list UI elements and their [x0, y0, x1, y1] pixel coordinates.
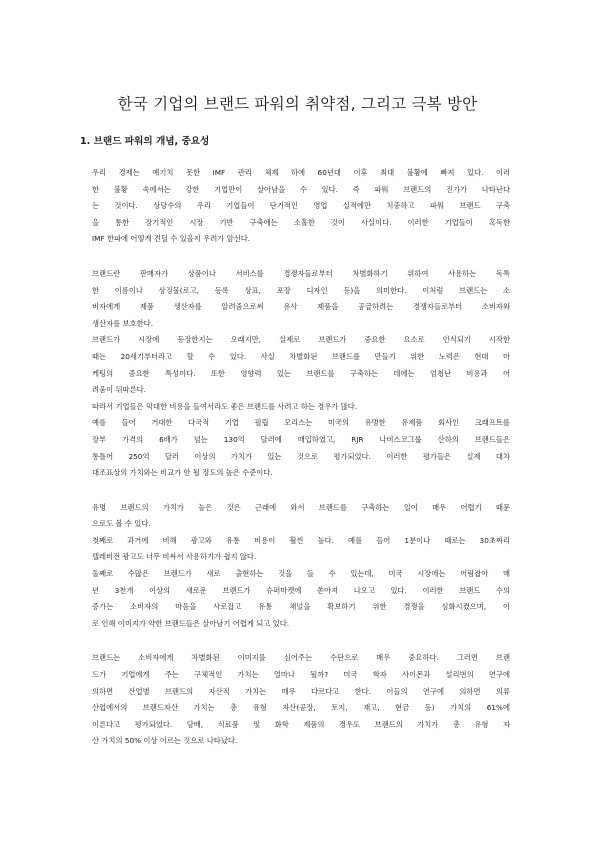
- text-line: 둘째로 수많은 브랜드가 새로 출현하는 것을 들 수 있는데, 미국 시장에는 어림잡아 매: [92, 569, 510, 579]
- text-line: 산 가치의 50% 이상 이르는 것으로 나타났다.: [92, 736, 238, 746]
- text-line: 으로도 볼 수 있다.: [92, 519, 151, 529]
- paragraph: [92, 165, 510, 248]
- text-line: 예를 들어 거대한 다국적 기업 필립 모리스는 미국의 유명한 유제품 회사인 크래프트를: [92, 418, 510, 428]
- text-line: 대조표상의 가치와는 비교가 안 될 정도의 높은 수준이다.: [92, 468, 273, 478]
- text-line: 우리 경제는 예기치 못한 IMF 관리 체제 하에 60년대 이후 최대 불황에 빠져 있다. 이러: [92, 168, 510, 177]
- document-title: 한국 기업의 브랜드 파워의 취약점, 그리고 극복 방안: [117, 95, 478, 113]
- paragraph: [92, 266, 510, 482]
- text-line: 통틀어 250억 달러 이상의 가치가 있는 것으로 평가되었다. 이러한 평가들은 실제 대차: [92, 451, 510, 461]
- text-line: 려움이 뒤따른다.: [92, 385, 146, 395]
- text-line: 산업에서의 브랜드자산 가치는 총 유형 자산(공장, 토지, 재고, 현금 등) 가치의 61%에: [92, 703, 510, 713]
- text-line: 을 통한 장기적인 시장 기반 구축에는 소홀한 것이 사실이다. 이러한 기업들이 혹독한: [92, 217, 510, 227]
- text-line: IMF 한파에 어떻게 견딜 수 있을지 우려가 앞선다.: [92, 234, 251, 244]
- paragraph-gap: [92, 482, 510, 500]
- text-line: 는 것이다. 상당수의 우리 기업들이 단기적인 영업 실적에만 치중하고 파워 브랜드 구축: [92, 201, 510, 211]
- text-line: 비자에게 제품 생산자를 알려줌으로써 유사 제품을 공급하려는 경쟁자들로부터 소비자와: [92, 302, 510, 312]
- text-line: 브랜드는 소비자에게 차별화된 이미지를 심어주는 수단으로 매우 중요하다. 그러면 브랜: [92, 653, 510, 663]
- text-line: 증가는 소비자의 마음을 사로잡고 유통 채널을 확보하기 위한 경쟁을 심화시켰으며, 이: [92, 602, 510, 612]
- text-line: 따라서 기업들은 막대한 비용을 들여서라도 좋은 브랜드를 사려고 하는 경우가 많다.: [92, 401, 358, 411]
- text-line: 한 불황 속에서는 강한 기업만이 살아남을 수 있다. 즉 파워 브랜드의 진가가 나타난다: [92, 184, 510, 194]
- text-line: 이른다고 평가되었다. 담배, 식료품 및 화학 제품의 경우도 브랜드의 가치가 총 유형 자: [92, 719, 510, 729]
- text-line: 케팅의 중요한 특성이다. 또한 영향력 있는 브랜드를 구축하는 데에는 엄청난 비용과 어: [92, 368, 510, 378]
- text-line: 텔레비전 광고도 너무 비싸서 사용하기가 쉽지 않다.: [92, 552, 257, 562]
- text-line: 브랜드란 판매자가 상품이나 서비스를 경쟁자들로부터 차별화하기 위하여 사용하는 독특: [92, 268, 510, 278]
- text-line: 로 인해 이미지가 약한 브랜드들은 살아남기 어렵게 되고 있다.: [92, 618, 290, 628]
- text-line: 의하면 산업별 브랜드의 자산적 가치는 매우 다르다고 한다. 이들의 연구에 의하면 의류: [92, 686, 510, 696]
- text-line: 브랜드가 시장에 등장한지는 오래지만, 실제로 브랜드가 중요한 요소로 인식되기 시작한: [92, 335, 510, 345]
- text-line: 생산자를 보호한다.: [92, 318, 154, 328]
- paragraph: [92, 500, 510, 633]
- text-line: 한 이름이나 상징물(로고, 등록 상표, 포장 디자인 등)을 의미한다. 이처럼 브랜드는 소: [92, 285, 510, 295]
- text-line: 때는 20세기부터라고 할 수 있다. 사실 차별화된 브랜드를 만들기 위한 노력은 현대 마: [92, 351, 510, 361]
- paragraph-gap: [92, 248, 510, 266]
- text-line: 유명 브랜드의 가치가 높은 것은 근래에 와서 브랜드를 구축하는 일이 매우 어렵기 때문: [92, 502, 510, 512]
- text-line: 년 3천개 이상의 새로운 브랜드가 슈퍼마켓에 쏟아져 나오고 있다. 이러한 브랜드 수의: [92, 585, 510, 595]
- text-line: 장부 가격의 6배가 넘는 130억 달러에 매입하였고, RJR 나비스코그룹 산하의 브랜드들은: [92, 434, 510, 444]
- text-line: 드가 기업에게 주는 구체적인 가치는 얼마나 될까? 미국 학자 사이몬과 설리번의 연구에: [92, 670, 510, 680]
- text-line: 첫째로 과거에 비해 광고와 유통 비용이 훨씬 높다. 예를 들어 1분이나 때로는 30초짜리: [92, 535, 510, 545]
- document-body: [92, 165, 510, 750]
- paragraph: [92, 650, 510, 750]
- section-heading: 1. 브랜드 파워의 개념, 중요성: [80, 136, 210, 147]
- paragraph-gap: [92, 632, 510, 650]
